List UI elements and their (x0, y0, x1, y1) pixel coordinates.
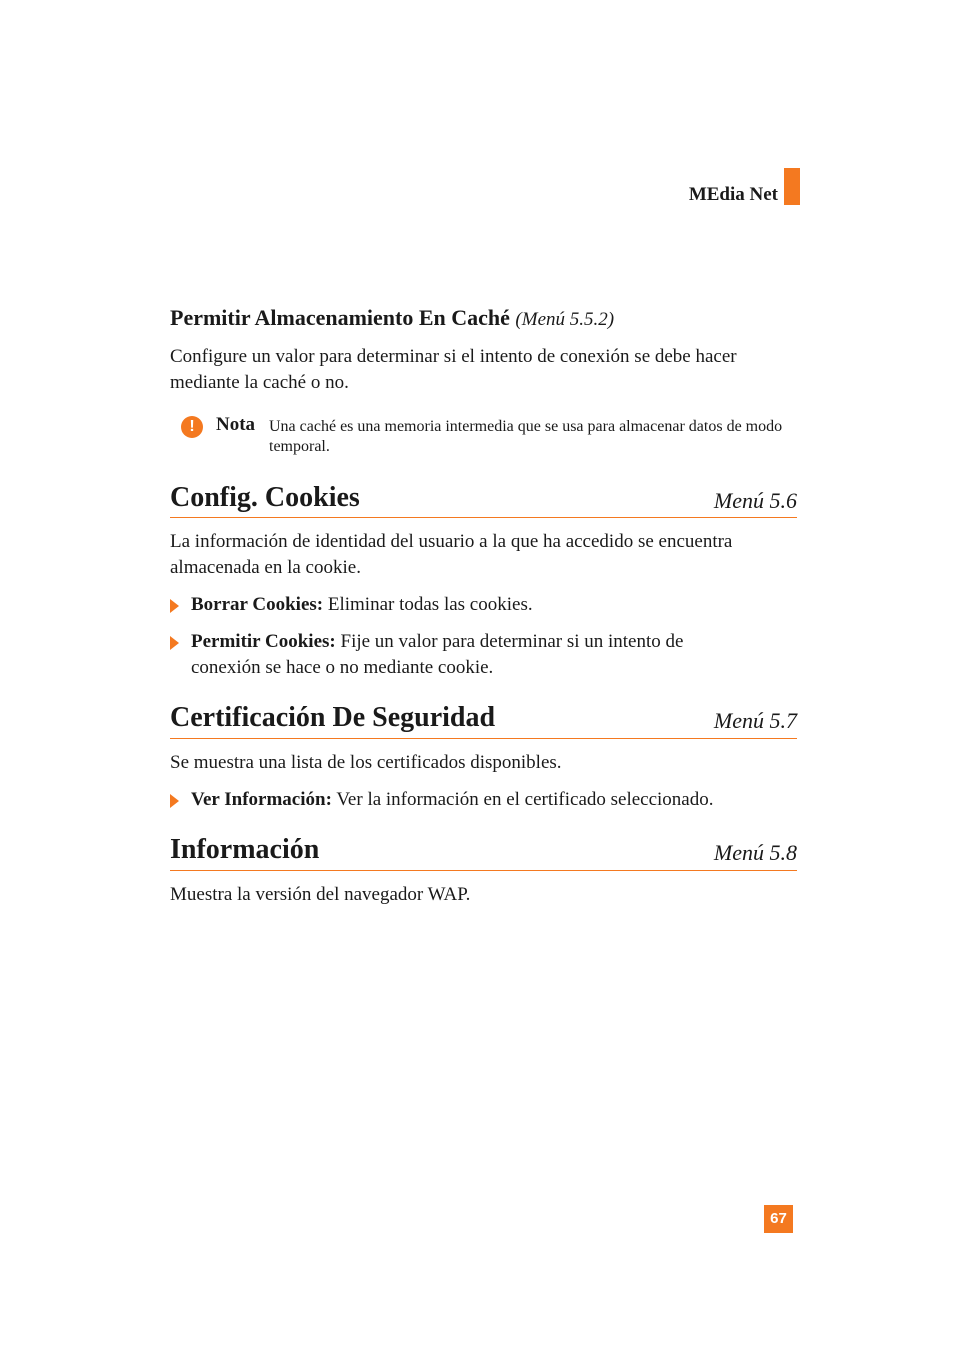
section-body-cookies: La información de identidad del usuario a la que ha accedido se encuentra almacenada en la cookie. (170, 531, 733, 578)
list-item-text: Ver la información en el certificado seleccionado. (331, 789, 714, 810)
note-text: Una caché es una memoria intermedia que se usa para almacenar datos de modo temporal. (269, 418, 783, 455)
note-label: Nota (216, 414, 256, 435)
chapter-tab-marker (784, 168, 800, 205)
section-title-information: Información (170, 834, 320, 865)
subsection-body: Configure un valor para determinar si el intento de conexión se debe hacer mediante la caché o no. (170, 346, 737, 393)
running-header: MEdia Net (688, 184, 778, 205)
section-body-information: Muestra la versión del navegador WAP. (170, 884, 471, 905)
section-menu-cookies: Menú 5.6 (713, 488, 797, 513)
page-number: 67 (764, 1205, 793, 1233)
list-item (191, 592, 791, 618)
section-menu-certification: Menú 5.7 (713, 708, 797, 733)
section-divider (170, 870, 797, 871)
list-item-term: Ver Información: (191, 789, 332, 810)
subsection-title: Permitir Almacenamiento En Caché (170, 305, 510, 330)
subsection-menu-ref: (Menú 5.5.2) (515, 309, 615, 330)
section-title-certification: Certificación De Seguridad (170, 702, 496, 733)
list-item (191, 629, 751, 681)
section-divider (170, 517, 797, 518)
section-body-certification: Se muestra una lista de los certificados disponibles. (170, 752, 562, 773)
list-item-text: Eliminar todas las cookies. (323, 594, 533, 615)
section-title-cookies: Config. Cookies (170, 482, 360, 513)
subsection-heading (170, 305, 614, 331)
list-item-text: Fije un valor para determinar si un intento de conexión se hace o no mediante cookie. (191, 631, 684, 678)
section-divider (170, 738, 797, 739)
section-menu-information: Menú 5.8 (713, 840, 797, 865)
bullet-arrow-icon (170, 794, 179, 808)
list-item (191, 787, 791, 813)
exclamation-icon: ! (181, 416, 203, 438)
list-item-term: Permitir Cookies: (191, 631, 336, 652)
list-item-term: Borrar Cookies: (191, 594, 324, 615)
bullet-arrow-icon (170, 599, 179, 613)
bullet-arrow-icon (170, 636, 179, 650)
